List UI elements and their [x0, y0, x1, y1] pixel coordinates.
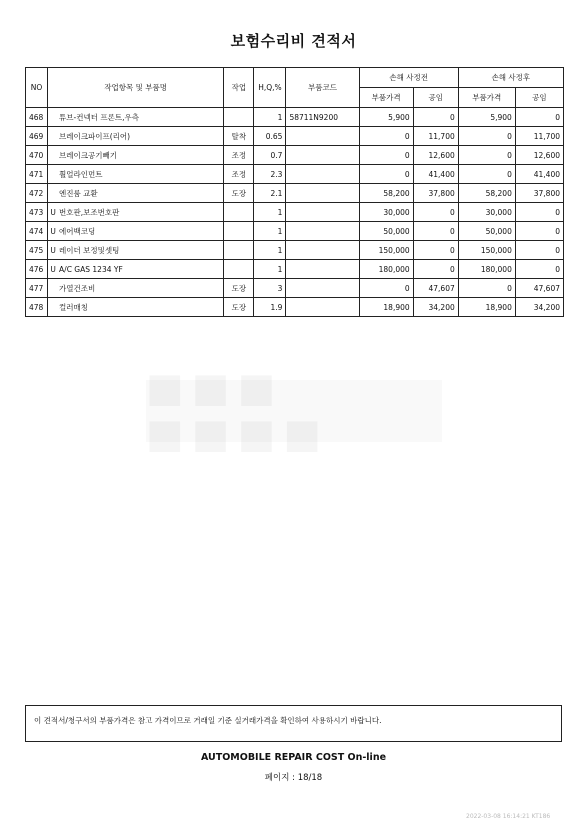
- cell-part-code: [286, 146, 359, 165]
- cell-item: 튜브-컨넥터 프론트,우측: [48, 108, 224, 127]
- cell-before-part-price: 0: [359, 146, 413, 165]
- cell-work: [224, 222, 254, 241]
- cell-part-code: [286, 165, 359, 184]
- cell-no: 473 U: [26, 203, 48, 222]
- row-number: 469: [29, 131, 44, 141]
- table-row: [26, 241, 564, 260]
- cell-hq: 3: [254, 279, 286, 298]
- table-row: [26, 203, 564, 222]
- cell-before-labor: 37,800: [413, 184, 458, 203]
- cell-item: 브레이크공기빼기: [48, 146, 224, 165]
- estimate-table: [25, 67, 564, 317]
- cell-item: 휠얼라인먼트: [48, 165, 224, 184]
- cell-part-code: [286, 222, 359, 241]
- cell-after-part-price: 58,200: [458, 184, 515, 203]
- cell-hq: 1: [254, 108, 286, 127]
- cell-hq: 2.3: [254, 165, 286, 184]
- cell-work: 조정: [224, 165, 254, 184]
- cell-after-labor: 0: [515, 203, 563, 222]
- table-row: [26, 184, 564, 203]
- cell-before-labor: 11,700: [413, 127, 458, 146]
- cell-part-code: [286, 184, 359, 203]
- cell-no: [26, 279, 48, 298]
- table-row: [26, 108, 564, 127]
- cell-part-code: [286, 279, 359, 298]
- cell-no: [26, 127, 48, 146]
- table-row: [26, 279, 564, 298]
- cell-work: 도장: [224, 184, 254, 203]
- header-after-adjustment: 손해 사정후: [458, 68, 563, 88]
- row-number: 474: [29, 226, 44, 236]
- header-before-adjustment: 손해 사정전: [359, 68, 458, 88]
- header-no: NO: [26, 68, 48, 108]
- header-hq: H,Q,%: [254, 68, 286, 108]
- cell-hq: 1: [254, 203, 286, 222]
- cell-before-labor: 0: [413, 241, 458, 260]
- cell-item: 번호판,보조번호판: [48, 203, 224, 222]
- cell-before-part-price: 0: [359, 127, 413, 146]
- cell-after-labor: 11,700: [515, 127, 563, 146]
- document-title: 보험수리비 견적서: [230, 32, 357, 50]
- cell-no: 476 U: [26, 260, 48, 279]
- cell-before-labor: 0: [413, 203, 458, 222]
- cell-work: 탈착: [224, 127, 254, 146]
- price-notice: 이 견적서/청구서의 부품가격은 참고 가격이므로 거래일 기준 실거래가격을 확인하여 사용하시기 바랍니다.: [25, 705, 562, 742]
- table-row: [26, 146, 564, 165]
- row-number: 476: [29, 264, 44, 274]
- cell-before-part-price: 58,200: [359, 184, 413, 203]
- cell-item: 컬러매칭: [48, 298, 224, 317]
- cell-before-part-price: 30,000: [359, 203, 413, 222]
- cell-before-labor: 0: [413, 108, 458, 127]
- cell-before-part-price: 50,000: [359, 222, 413, 241]
- cell-hq: 1: [254, 222, 286, 241]
- cell-no: [26, 298, 48, 317]
- cell-after-part-price: 150,000: [458, 241, 515, 260]
- cell-part-code: [286, 260, 359, 279]
- cell-work: 도장: [224, 298, 254, 317]
- cell-before-part-price: 5,900: [359, 108, 413, 127]
- cell-before-labor: 47,607: [413, 279, 458, 298]
- cell-part-code: [286, 203, 359, 222]
- cell-after-part-price: 0: [458, 279, 515, 298]
- cell-item: 엔진룸 교환: [48, 184, 224, 203]
- cell-work: [224, 203, 254, 222]
- cell-part-code: [286, 241, 359, 260]
- cell-after-labor: 47,607: [515, 279, 563, 298]
- cell-part-code: [286, 298, 359, 317]
- header-before-part-price: 부품가격: [359, 88, 413, 108]
- cell-work: [224, 241, 254, 260]
- cell-work: 조정: [224, 146, 254, 165]
- cell-part-code: 58711N9200: [286, 108, 359, 127]
- row-number: 475: [29, 245, 44, 255]
- cell-before-part-price: 18,900: [359, 298, 413, 317]
- cell-work: [224, 108, 254, 127]
- cell-after-labor: 34,200: [515, 298, 563, 317]
- cell-after-part-price: 30,000: [458, 203, 515, 222]
- table-row: [26, 222, 564, 241]
- cell-hq: 1.9: [254, 298, 286, 317]
- footer-title: AUTOMOBILE REPAIR COST On-line: [200, 752, 387, 763]
- cell-before-labor: 0: [413, 222, 458, 241]
- row-number: 468: [29, 112, 44, 122]
- cell-after-labor: 0: [515, 108, 563, 127]
- cell-before-labor: 34,200: [413, 298, 458, 317]
- table-row: [26, 260, 564, 279]
- cell-before-part-price: 0: [359, 279, 413, 298]
- cell-before-labor: 0: [413, 260, 458, 279]
- cell-item: 가열건조비: [48, 279, 224, 298]
- header-after-part-price: 부품가격: [458, 88, 515, 108]
- cell-no: [26, 184, 48, 203]
- header-part-code: 부품코드: [286, 68, 359, 108]
- header-item: 작업항목 및 부품명: [48, 68, 224, 108]
- cell-after-part-price: 5,900: [458, 108, 515, 127]
- row-number: 477: [29, 283, 44, 293]
- cell-hq: 0.7: [254, 146, 286, 165]
- print-timestamp: 2022-03-08 16:14:21 KT186: [466, 813, 551, 820]
- cell-before-labor: 12,600: [413, 146, 458, 165]
- cell-after-part-price: 50,000: [458, 222, 515, 241]
- cell-after-part-price: 0: [458, 127, 515, 146]
- cell-no: [26, 108, 48, 127]
- cell-no: 474 U: [26, 222, 48, 241]
- cell-work: 도장: [224, 279, 254, 298]
- cell-item: A/C GAS 1234 YF: [48, 260, 224, 279]
- header-work: 작업: [224, 68, 254, 108]
- cell-after-labor: 41,400: [515, 165, 563, 184]
- cell-after-labor: 0: [515, 222, 563, 241]
- cell-after-part-price: 0: [458, 165, 515, 184]
- table-row: [26, 165, 564, 184]
- header-after-labor: 공임: [515, 88, 563, 108]
- table-row: [26, 127, 564, 146]
- cell-after-part-price: 180,000: [458, 260, 515, 279]
- row-number: 470: [29, 150, 44, 160]
- page-number: 페이지 : 18/18: [264, 773, 323, 783]
- cell-after-labor: 0: [515, 260, 563, 279]
- cell-before-part-price: 0: [359, 165, 413, 184]
- cell-work: [224, 260, 254, 279]
- cell-no: 475 U: [26, 241, 48, 260]
- row-number: 471: [29, 169, 44, 179]
- row-number: 473: [29, 207, 44, 217]
- cell-before-part-price: 180,000: [359, 260, 413, 279]
- cell-hq: 0.65: [254, 127, 286, 146]
- cell-after-part-price: 18,900: [458, 298, 515, 317]
- cell-hq: 2.1: [254, 184, 286, 203]
- cell-after-labor: 0: [515, 241, 563, 260]
- cell-after-labor: 12,600: [515, 146, 563, 165]
- cell-item: 에어백코딩: [48, 222, 224, 241]
- table-row: [26, 298, 564, 317]
- cell-part-code: [286, 127, 359, 146]
- watermark: [146, 380, 442, 442]
- cell-hq: 1: [254, 241, 286, 260]
- cell-after-part-price: 0: [458, 146, 515, 165]
- row-number: 478: [29, 302, 44, 312]
- cell-before-part-price: 150,000: [359, 241, 413, 260]
- cell-before-labor: 41,400: [413, 165, 458, 184]
- cell-no: [26, 146, 48, 165]
- header-before-labor: 공임: [413, 88, 458, 108]
- cell-hq: 1: [254, 260, 286, 279]
- cell-no: [26, 165, 48, 184]
- cell-after-labor: 37,800: [515, 184, 563, 203]
- cell-item: 브레이크파이프(리어): [48, 127, 224, 146]
- cell-item: 레이더 보정및셋팅: [48, 241, 224, 260]
- row-number: 472: [29, 188, 44, 198]
